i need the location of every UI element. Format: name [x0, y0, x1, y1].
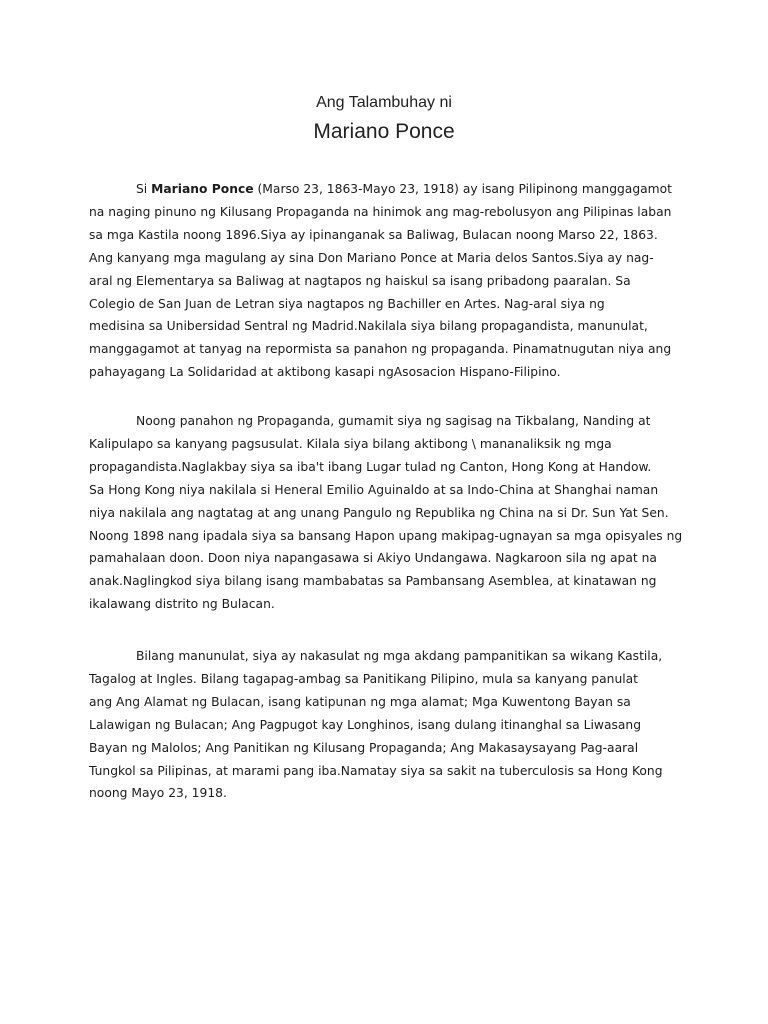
paragraph-line: Sa Hong Kong niya nakilala si Heneral Emilio Aguinaldo at sa Indo-China at Shanghai naman [89, 482, 659, 497]
paragraph-line: medisina sa Unibersidad Sentral ng Madrid.Nakilala siya bilang propagandista, manunulat, [89, 319, 648, 334]
paragraph-2 [89, 410, 689, 616]
paragraph-line: niya nakilala ang nagtatag at ang unang Pangulo ng Republika ng China na si Dr. Sun Yat Sen. [89, 505, 669, 520]
paragraph-line: ikalawang distrito ng Bulacan. [89, 597, 275, 612]
paragraph-line: Bayan ng Malolos; Ang Panitikan ng Kilusang Propaganda; Ang Makasaysayang Pag-aaral [89, 740, 639, 755]
paragraph-lead: Si [136, 182, 152, 196]
paragraph-line: Noong 1898 nang ipadala siya sa bansang Hapon upang makipag-ugnayan sa mga opisyales ng [89, 528, 683, 543]
page-subtitle: Ang Talambuhay ni [316, 94, 452, 111]
paragraph-line: noong Mayo 23, 1918. [89, 786, 227, 801]
paragraph-line: anak.Naglingkod siya bilang isang mambabatas sa Pambansang Asemblea, at kinatawan ng [89, 574, 657, 589]
paragraph-line: Tungkol sa Pilipinas, at marami pang iba.Namatay siya sa sakit na tuberculosis sa Hong Kong [89, 763, 663, 778]
bold-name: Mariano Ponce [151, 182, 254, 196]
paragraph-line: pahayagang La Solidaridad at aktibong kasapi ngAsosacion Hispano-Filipino. [89, 365, 561, 380]
paragraph-line: manggagamot at tanyag na repormista sa panahon ng propaganda. Pinamatnugutan niya ang [89, 342, 672, 357]
paragraph-first-rest: (Marso 23, 1863-Mayo 23, 1918) ay isang Pilipinong manggagamot [253, 182, 673, 196]
title-block [0, 92, 768, 147]
paragraph-line: Ang kanyang mga magulang ay sina Don Mariano Ponce at Maria delos Santos.Siya ay nag- [89, 250, 654, 265]
paragraph-line: Kalipulapo sa kanyang pagsusulat. Kilala siya bilang aktibong \ mananaliksik ng mga [89, 436, 612, 451]
paragraph-line: Tagalog at Ingles. Bilang tagapag-ambag sa Panitikang Pilipino, mula sa kanyang panulat [89, 671, 639, 686]
paragraph-line: na naging pinuno ng Kilusang Propaganda na hinimok ang mag-rebolusyon ang Pilipinas laban [89, 204, 672, 219]
paragraph-line [89, 178, 689, 201]
paragraph-line: Lalawigan ng Bulacan; Ang Pagpugot kay Longhinos, isang dulang itinanghal sa Liwasang [89, 717, 642, 732]
paragraph-line: Colegio de San Juan de Letran siya nagtapos ng Bachiller en Artes. Nag-aral siya ng [89, 296, 605, 311]
paragraph-line: Bilang manunulat, siya ay nakasulat ng mga akdang pampanitikan sa wikang Kastila, [136, 649, 663, 663]
page-title: Mariano Ponce [313, 120, 455, 143]
paragraph-line: ang Ang Alamat ng Bulacan, isang katipunan ng mga alamat; Mga Kuwentong Bayan sa [89, 694, 631, 709]
paragraph-line: Noong panahon ng Propaganda, gumamit siya ng sagisag na Tikbalang, Nanding at [136, 414, 651, 428]
paragraph-line: aral ng Elementarya sa Baliwag at nagtapos ng haiskul sa isang pribadong paaralan. Sa [89, 273, 631, 288]
paragraph-3 [89, 645, 689, 805]
paragraph-line: pamahalaan doon. Doon niya napangasawa si Akiyo Undangawa. Nagkaroon sila ng apat na [89, 551, 657, 566]
paragraph-line: sa mga Kastila noong 1896.Siya ay ipinanganak sa Baliwag, Bulacan noong Marso 22, 1863. [89, 227, 658, 242]
paragraph-1 [89, 178, 689, 384]
paragraph-line: propagandista.Naglakbay siya sa iba't ibang Lugar tulad ng Canton, Hong Kong at Handow. [89, 459, 652, 474]
